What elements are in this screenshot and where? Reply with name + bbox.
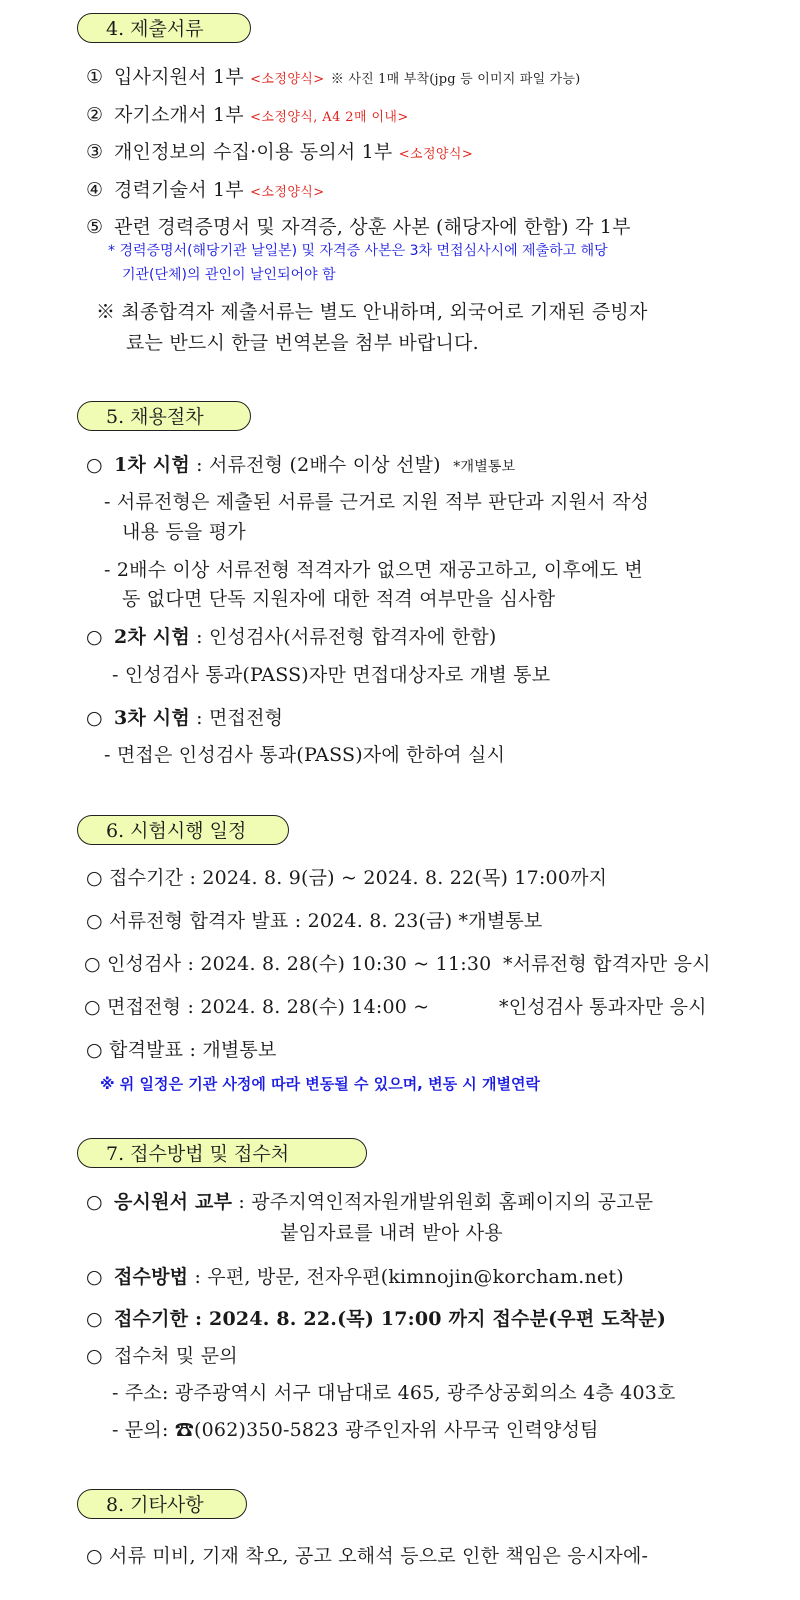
section-8-header: 8. 기타사항 (77, 1489, 247, 1519)
contact-phone: - 문의: ☎(062)350-5823 광주인자위 사무국 인력양성팀 (112, 1419, 599, 1441)
contact-address: - 주소: 광주광역시 서구 대남대로 465, 광주상공회의소 4층 403호 (112, 1382, 676, 1404)
section-4-header: 4. 제출서류 (77, 13, 251, 43)
doc-item-3: ③ 개인정보의 수집·이용 동의서 1부 <소정양식> (86, 141, 474, 163)
stage-3-detail: - 면접은 인성검사 통과(PASS)자에 한하여 실시 (104, 744, 506, 766)
stage-1-detail-2b: 동 없다면 단독 지원자에 대한 적격 여부만을 심사함 (122, 588, 556, 610)
section-6-header: 6. 시험시행 일정 (77, 815, 289, 845)
section-7-header: 7. 접수방법 및 접수처 (77, 1138, 367, 1168)
stage-1-detail-1b: 내용 등을 평가 (122, 521, 246, 543)
contact-heading: ○ 접수처 및 문의 (86, 1345, 238, 1367)
final-docs-note-2: 료는 반드시 한글 번역본을 첨부 바랍니다. (126, 332, 479, 354)
doc-item-2: ② 자기소개서 1부 <소정양식, A4 2매 이내> (86, 104, 409, 126)
phone-icon: ☎ (174, 1419, 195, 1441)
schedule-change-note: ※ 위 일정은 기관 사정에 따라 변동될 수 있으며, 변동 시 개별연락 (100, 1075, 540, 1093)
section-5-header: 5. 채용절차 (77, 401, 251, 431)
submission-deadline: ○ 접수기한 : 2024. 8. 22.(목) 17:00 까지 접수분(우편 도착분) (86, 1308, 667, 1330)
doc-item-4: ④ 경력기술서 1부 <소정양식> (86, 179, 325, 201)
final-docs-note-1: ※ 최종합격자 제출서류는 별도 안내하며, 외국어로 기재된 증빙자 (96, 301, 648, 323)
stage-2-detail: - 인성검사 통과(PASS)자만 면접대상자로 개별 통보 (112, 664, 551, 686)
application-form-line-2: 붙임자료를 내려 받아 사용 (280, 1222, 503, 1244)
cert-note-line-1: * 경력증명서(해당기관 날일본) 및 자격증 사본은 3차 면접심사시에 제출하고 해당 (108, 243, 608, 259)
stage-1: ○ 1차 시험 : 서류전형 (2배수 이상 선발) *개별통보 (86, 454, 516, 476)
doc-item-1: ① 입사지원서 1부 <소정양식> ※ 사진 1매 부착(jpg 등 이미지 파일 가능) (86, 66, 581, 88)
stage-1-detail-1a: - 서류전형은 제출된 서류를 근거로 지원 적부 판단과 지원서 작성 (104, 491, 650, 513)
schedule-doc-result: ○ 서류전형 합격자 발표 : 2024. 8. 23(금) *개별통보 (86, 910, 543, 932)
stage-1-detail-2a: - 2배수 이상 서류전형 적격자가 없으면 재공고하고, 이후에도 변 (104, 559, 643, 581)
schedule-interview: ○ 면접전형 : 2024. 8. 28(수) 14:00 ~ (84, 996, 430, 1018)
stage-3: ○ 3차 시험 : 면접전형 (86, 707, 284, 729)
stage-2: ○ 2차 시험 : 인성검사(서류전형 합격자에 한함) (86, 626, 497, 648)
schedule-final-result: ○ 합격발표 : 개별통보 (86, 1039, 277, 1061)
doc-item-5: ⑤ 관련 경력증명서 및 자격증, 상훈 사본 (해당자에 한함) 각 1부 (86, 216, 631, 238)
schedule-personality-note: *서류전형 합격자만 응시 (503, 953, 711, 975)
schedule-interview-note: *인성검사 통과자만 응시 (499, 996, 707, 1018)
misc-line-1: ○ 서류 미비, 기재 착오, 공고 오해석 등으로 인한 책임은 응시자에- (86, 1545, 649, 1567)
submission-method: ○ 접수방법 : 우편, 방문, 전자우편(kimnojin@korcham.net) (86, 1266, 624, 1288)
cert-note-line-2: 기관(단체)의 관인이 날인되어야 함 (122, 267, 336, 283)
schedule-personality-test: ○ 인성검사 : 2024. 8. 28(수) 10:30 ~ 11:30 (84, 953, 492, 975)
application-form-line-1: ○ 응시원서 교부 : 광주지역인적자원개발위원회 홈페이지의 공고문 (86, 1191, 654, 1213)
schedule-application-period: ○ 접수기간 : 2024. 8. 9(금) ~ 2024. 8. 22(목) 17:00까지 (86, 867, 608, 889)
